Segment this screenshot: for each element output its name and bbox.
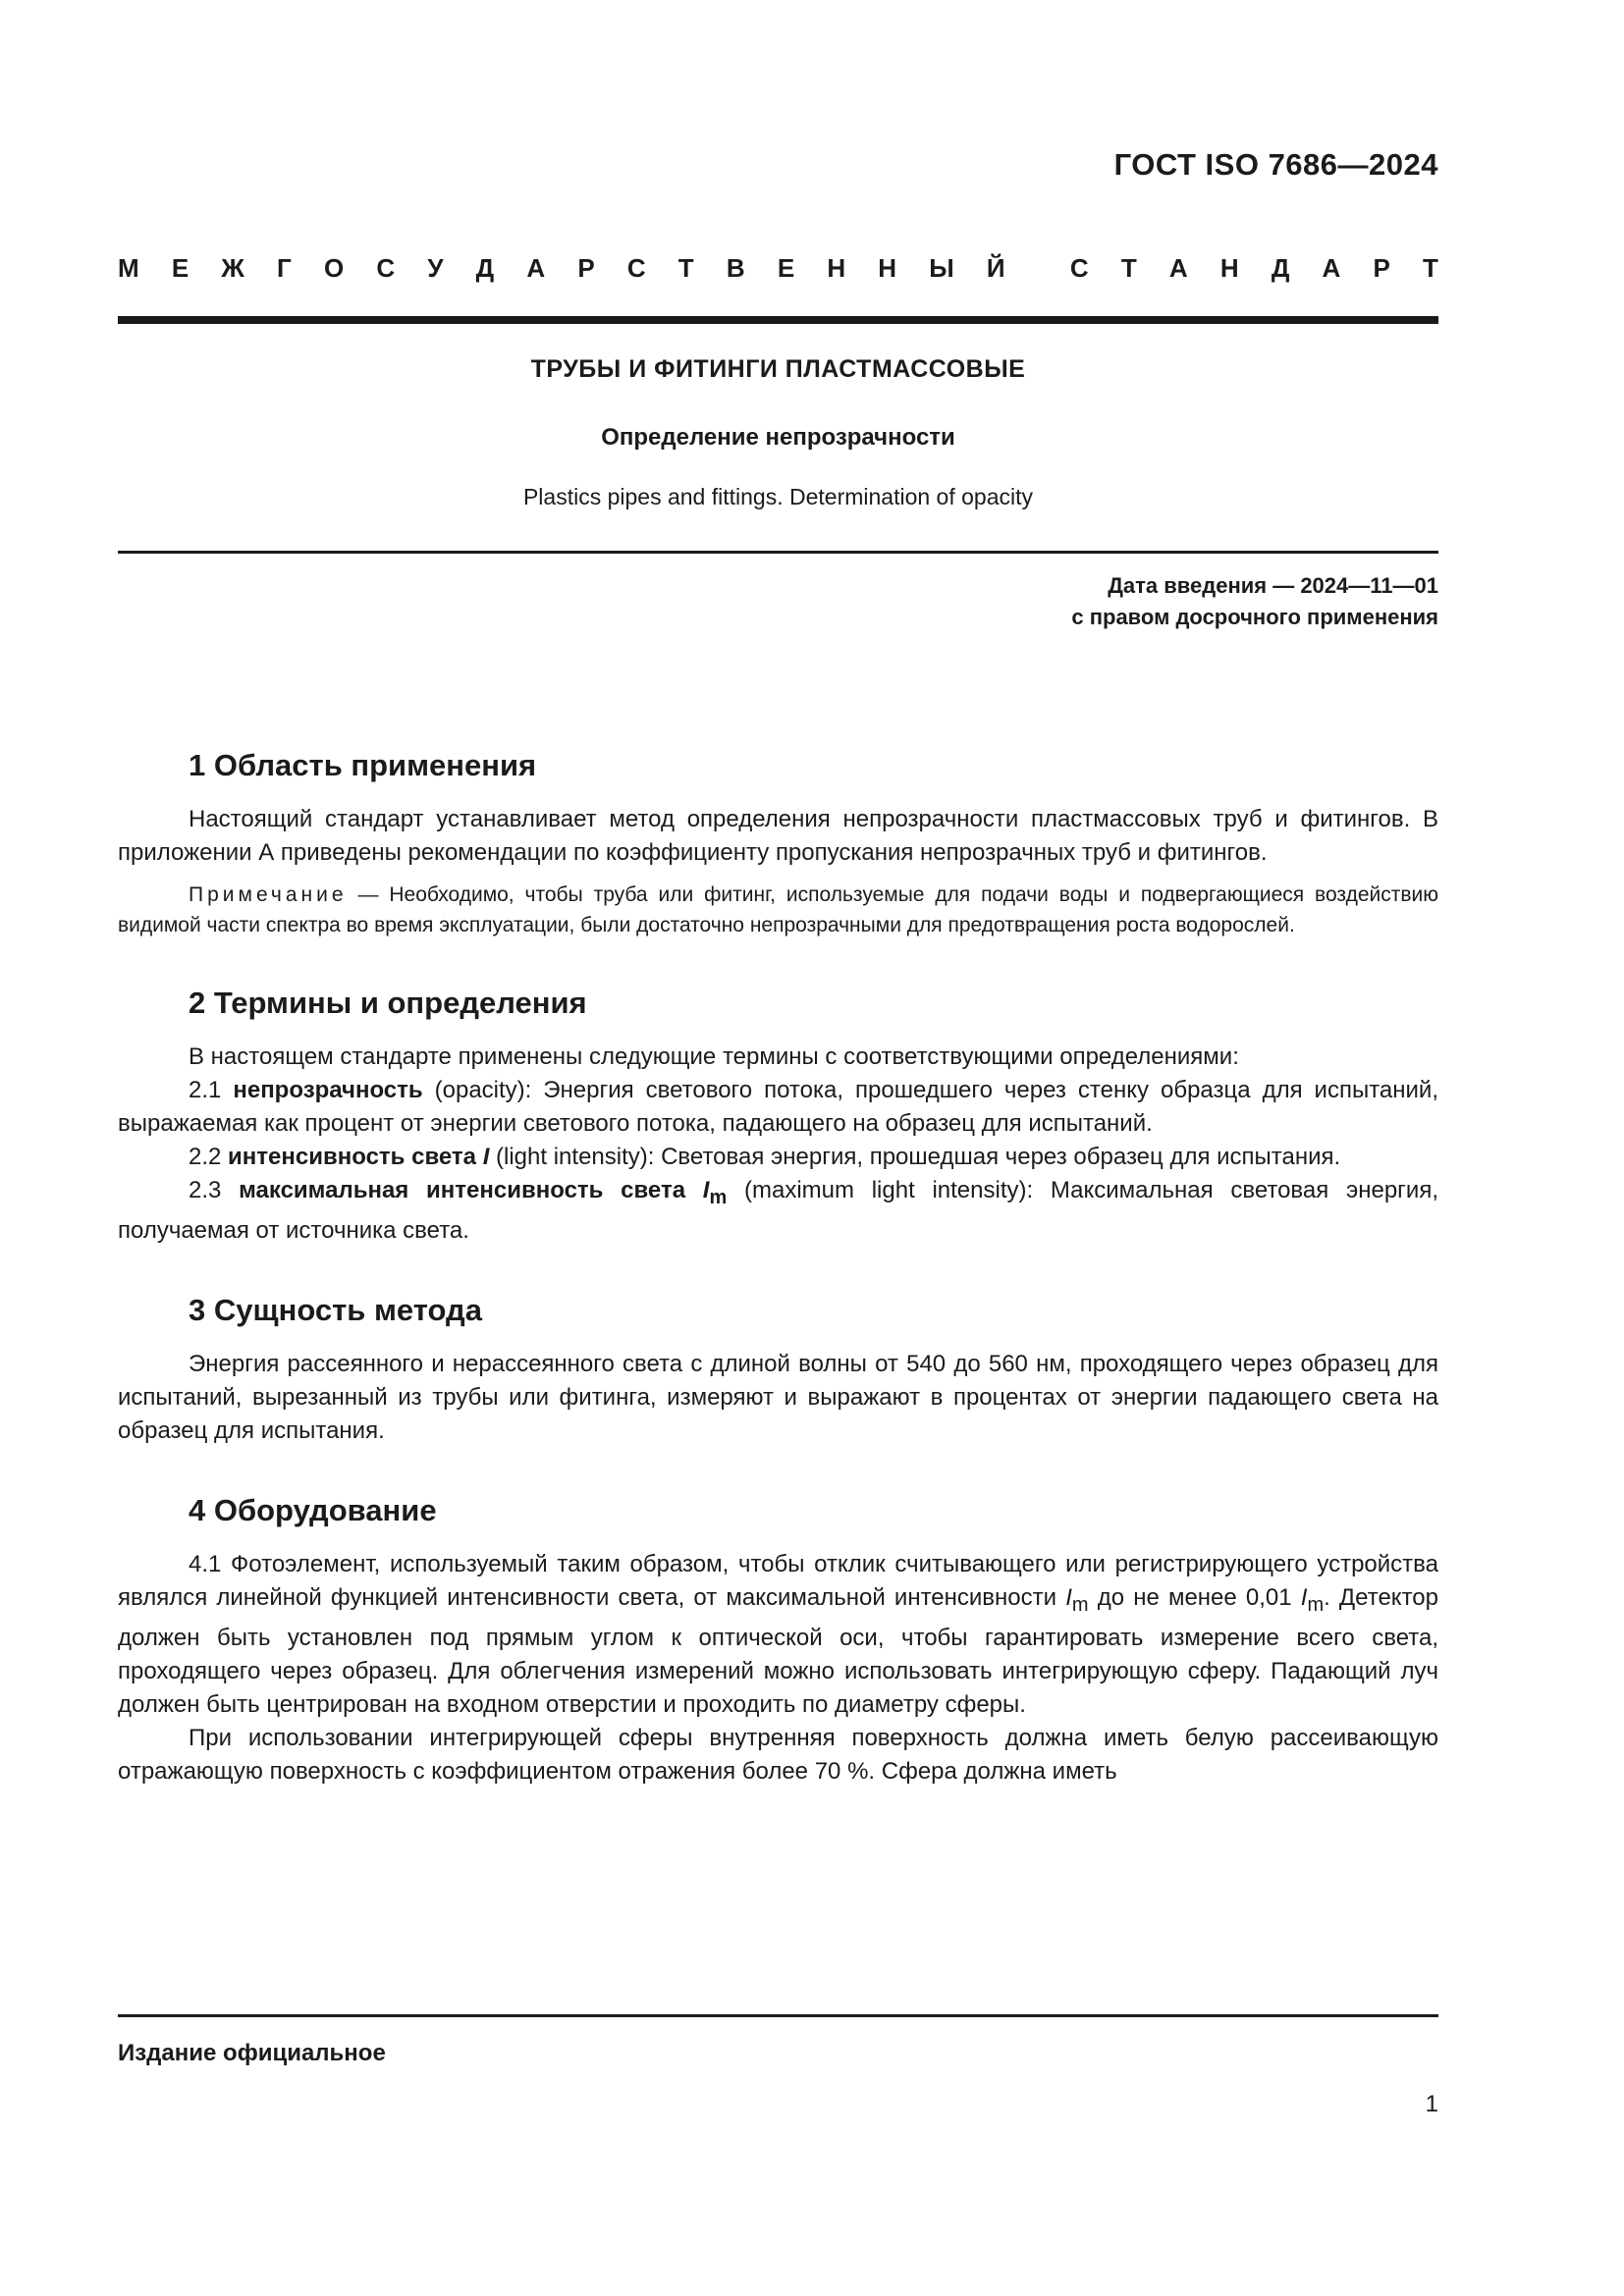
paragraph: При использовании интегрирующей сферы внутренняя поверхность должна иметь белую рассеивающую отражающую поверхность с коэффициентом отражения более 70 %. Сфера должна иметь bbox=[118, 1724, 1438, 1785]
heading-letter: Й bbox=[986, 253, 1005, 283]
term: интенсивность света bbox=[228, 1144, 483, 1170]
heading-letter: Ы bbox=[929, 253, 954, 283]
heading-letter: Е bbox=[777, 253, 795, 283]
heading-letter: С bbox=[1069, 253, 1089, 283]
header-rule bbox=[118, 316, 1438, 324]
english-title: Plastics pipes and fittings. Determination of opacity bbox=[522, 484, 1034, 509]
paragraph: Энергия рассеянного и нерассеянного света с длиной волны от 540 до 560 нм, проходящего через образец для испытаний, вырезанный из трубы или фитинга, измеряют и выражают в процентах от энергии падающего света на образец для испытания. bbox=[118, 1350, 1438, 1444]
section-heading: 2 Термины и определения bbox=[189, 986, 587, 1020]
section-heading: 4 Оборудование bbox=[189, 1492, 437, 1527]
term: максимальная интенсивность света bbox=[239, 1177, 703, 1203]
term-symbol-subscript: m bbox=[709, 1186, 728, 1208]
heading-letter: Д bbox=[475, 253, 495, 283]
text-run: . Детектор должен быть установлен под прямым углом к оптической оси, чтобы гарантировать измерение всего света, проходящего через образец. Для облегчения измерений можно использовать интегрирующую сферу. Падающий луч должен быть центрирован на входном отверстии и проходить по диаметру сферы. bbox=[118, 1583, 1438, 1718]
text-run: до не менее 0,01 bbox=[1088, 1583, 1301, 1611]
page-number: 1 bbox=[1425, 2091, 1438, 2117]
heading-letter: Т bbox=[677, 253, 694, 283]
symbol-subscript: m bbox=[1307, 1593, 1325, 1616]
term-definition bbox=[118, 1174, 1438, 1248]
term-text: (opacity): Энергия светового потока, прошедшего через стенку образца для испытаний, выражаемая как процент от энергии светового потока, падающего на образец для испытаний. bbox=[118, 1077, 1439, 1137]
footer-rule bbox=[118, 2014, 1438, 2017]
note bbox=[118, 880, 1438, 940]
section-heading: 3 Сущность метода bbox=[189, 1292, 482, 1327]
section-method bbox=[118, 1291, 1438, 1448]
heading-letter: В bbox=[726, 253, 745, 283]
text-run: 4.1 Фотоэлемент, используемый таким образом, чтобы отклик считывающего или регистрирующего устройства являлся линейной функцией интенсивности света, от максимальной интенсивности bbox=[118, 1550, 1438, 1611]
term-number: 2.3 bbox=[189, 1177, 240, 1203]
section-equipment bbox=[118, 1491, 1438, 1789]
heading-letter: Т bbox=[1423, 253, 1438, 283]
paragraph: В настоящем стандарте применены следующие термины с соответствующими определениями: bbox=[189, 1043, 1239, 1070]
heading-letter: Н bbox=[1219, 253, 1239, 283]
introduction-date-line: Дата введения — 2024—11—01 bbox=[1108, 573, 1438, 598]
heading-letter: Д bbox=[1271, 253, 1290, 283]
interstate-standard-heading bbox=[118, 253, 1438, 284]
term-definition bbox=[118, 1141, 1438, 1174]
introduction-date bbox=[1071, 570, 1438, 633]
note-text: — Необходимо, чтобы труба или фитинг, используемые для подачи воды и подвергающиеся воздействию видимой части спектра во время эксплуатации, были достаточно непрозрачными для предотвращения роста водорослей. bbox=[118, 883, 1438, 936]
heading-letter: О bbox=[323, 253, 345, 283]
term-number: 2.2 bbox=[189, 1144, 229, 1170]
term-text: (maximum light intensity): Максимальная световая энергия, получаемая от источника света. bbox=[118, 1177, 1439, 1244]
title-rule bbox=[118, 551, 1438, 554]
term-symbol: I bbox=[702, 1177, 710, 1203]
heading-letter: Н bbox=[878, 253, 897, 283]
heading-letter: Т bbox=[1120, 253, 1137, 283]
paragraph: Настоящий стандарт устанавливает метод определения непрозрачности пластмассовых труб и фитингов. В приложении А приведены рекомендации по коэффициенту пропускания непрозрачных труб и фитингов. bbox=[118, 806, 1438, 866]
heading-letter: Ж bbox=[221, 253, 244, 283]
symbol: I bbox=[1300, 1583, 1308, 1611]
note-label: Примечание bbox=[189, 883, 348, 906]
heading-letter: У bbox=[427, 253, 444, 283]
term: непрозрачность bbox=[233, 1077, 423, 1103]
section-scope bbox=[118, 746, 1438, 940]
early-application-line: с правом досрочного применения bbox=[1071, 605, 1438, 629]
heading-letter: А bbox=[526, 253, 546, 283]
heading-letter: Н bbox=[827, 253, 846, 283]
symbol-subscript: m bbox=[1071, 1593, 1089, 1616]
heading-letter: М bbox=[118, 253, 139, 283]
term-number: 2.1 bbox=[189, 1077, 234, 1103]
document-body bbox=[118, 746, 1438, 1832]
term-definition bbox=[118, 1074, 1438, 1141]
document-subtitle: Определение непрозрачности bbox=[601, 424, 955, 451]
term-symbol: I bbox=[482, 1144, 490, 1170]
heading-letter: С bbox=[626, 253, 646, 283]
document-title: ТРУБЫ И ФИТИНГИ ПЛАСТМАССОВЫЕ bbox=[530, 355, 1026, 383]
heading-letter: Р bbox=[1373, 253, 1390, 283]
heading-letter: Е bbox=[171, 253, 189, 283]
section-heading: 1 Область применения bbox=[189, 748, 537, 782]
heading-letter: С bbox=[376, 253, 396, 283]
paragraph bbox=[118, 1548, 1438, 1722]
section-terms bbox=[118, 984, 1438, 1248]
heading-letter: А bbox=[1322, 253, 1341, 283]
symbol: I bbox=[1065, 1583, 1072, 1611]
heading-letter: Г bbox=[277, 253, 292, 283]
heading-letter: Р bbox=[577, 253, 595, 283]
term-text: (light intensity): Световая энергия, прошедшая через образец для испытания. bbox=[489, 1144, 1341, 1170]
official-edition-label: Издание официальное bbox=[118, 2040, 386, 2066]
standard-number: ГОСТ ISO 7686—2024 bbox=[1113, 147, 1438, 182]
heading-letter: А bbox=[1168, 253, 1188, 283]
